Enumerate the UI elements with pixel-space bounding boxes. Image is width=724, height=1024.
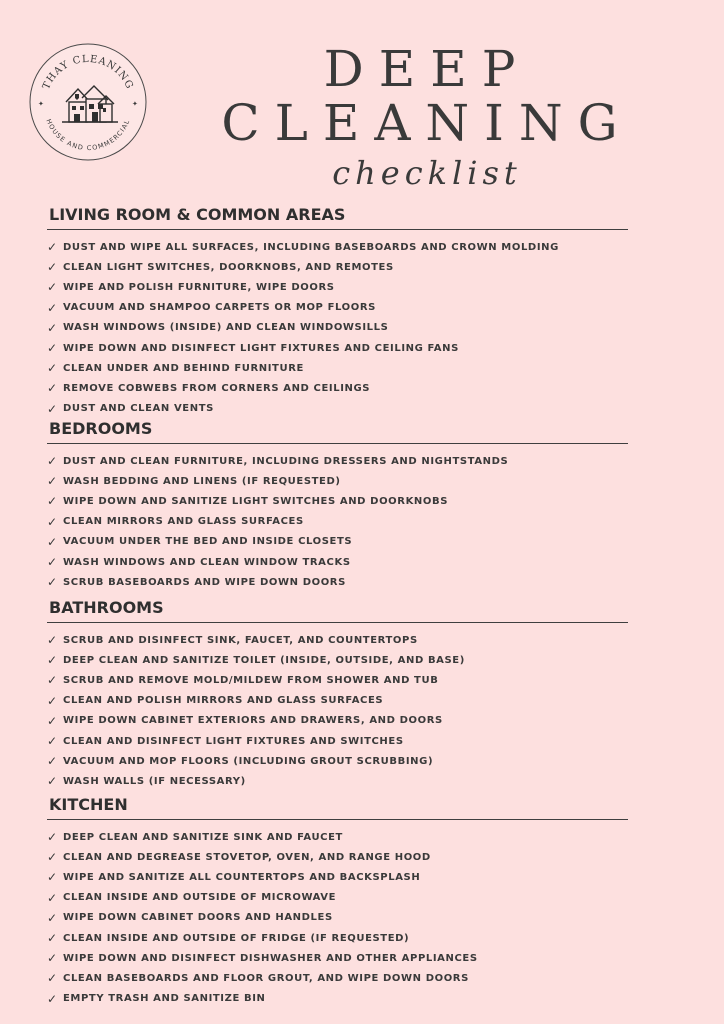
checklist-item: [47, 471, 628, 491]
checklist-item-text: WASH BEDDING AND LINENS (IF REQUESTED): [63, 475, 341, 487]
checkmark-icon: ✓: [47, 474, 58, 489]
checklist-item-text: WASH WINDOWS (INSIDE) AND CLEAN WINDOWSILLS: [63, 322, 389, 334]
page-title: [150, 42, 704, 192]
checklist-item: [47, 512, 628, 532]
checklist-item: [47, 888, 628, 908]
checklist-item-text: WIPE DOWN AND SANITIZE LIGHT SWITCHES AND DOORKNOBS: [63, 495, 449, 507]
section-bathrooms: [47, 598, 628, 792]
checkmark-icon: ✓: [47, 653, 58, 668]
checklist-item: [47, 358, 628, 378]
checklist-item-text: CLEAN AND DEGREASE STOVETOP, OVEN, AND RANGE HOOD: [63, 851, 431, 863]
checklist-item-text: DUST AND CLEAN FURNITURE, INCLUDING DRESSERS AND NIGHTSTANDS: [63, 455, 509, 467]
checkmark-icon: ✓: [47, 890, 58, 905]
section-bedrooms: [47, 419, 628, 592]
checklist-item-text: CLEAN INSIDE AND OUTSIDE OF FRIDGE (IF REQUESTED): [63, 932, 410, 944]
checklist-item-text: DUST AND CLEAN VENTS: [63, 403, 214, 415]
checkmark-icon: ✓: [47, 713, 58, 728]
checklist-item-text: VACUUM AND SHAMPOO CARPETS OR MOP FLOORS: [63, 302, 376, 314]
checkmark-icon: ✓: [47, 240, 58, 255]
title-line-1: DEEP: [323, 40, 531, 98]
checkmark-icon: ✓: [47, 555, 58, 570]
section-heading: LIVING ROOM & COMMON AREAS: [47, 205, 628, 230]
checkmark-icon: ✓: [47, 870, 58, 885]
checklist-item: [47, 827, 628, 847]
checklist-item: [47, 399, 628, 419]
company-logo: [28, 42, 148, 162]
checklist-item: [47, 968, 628, 988]
checkmark-icon: ✓: [47, 991, 58, 1006]
checkmark-icon: ✓: [47, 971, 58, 986]
checklist-item-text: CLEAN MIRRORS AND GLASS SURFACES: [63, 516, 304, 528]
checkmark-icon: ✓: [47, 260, 58, 275]
checkmark-icon: ✓: [47, 850, 58, 865]
checklist-item-text: VACUUM AND MOP FLOORS (INCLUDING GROUT SCRUBBING): [63, 755, 434, 767]
checklist-item: [47, 552, 628, 572]
checklist-item-text: WIPE AND SANITIZE ALL COUNTERTOPS AND BACKSPLASH: [63, 871, 421, 883]
checklist-item: [47, 771, 628, 791]
checkmark-icon: ✓: [47, 734, 58, 749]
checkmark-icon: ✓: [47, 300, 58, 315]
checklist-item: [47, 670, 628, 690]
svg-text:✦: ✦: [38, 100, 44, 108]
checkmark-icon: ✓: [47, 361, 58, 376]
checkmark-icon: ✓: [47, 754, 58, 769]
checklist-item-text: WASH WINDOWS AND CLEAN WINDOW TRACKS: [63, 556, 351, 568]
checklist-item: [47, 691, 628, 711]
checklist-item-text: REMOVE COBWEBS FROM CORNERS AND CEILINGS: [63, 382, 371, 394]
checklist-item: [47, 338, 628, 358]
checklist-item-text: SCRUB AND REMOVE MOLD/MILDEW FROM SHOWER AND TUB: [63, 674, 439, 686]
checklist-item-text: DUST AND WIPE ALL SURFACES, INCLUDING BASEBOARDS AND CROWN MOLDING: [63, 241, 559, 253]
checkmark-icon: ✓: [47, 341, 58, 356]
checklist-item: [47, 378, 628, 398]
checklist-item: [47, 650, 628, 670]
checklist-item: [47, 318, 628, 338]
checklist-item: [47, 908, 628, 928]
section-heading: BEDROOMS: [47, 419, 628, 444]
checklist-item-text: SCRUB AND DISINFECT SINK, FAUCET, AND COUNTERTOPS: [63, 634, 418, 646]
checkmark-icon: ✓: [47, 401, 58, 416]
checklist-item-text: VACUUM UNDER THE BED AND INSIDE CLOSETS: [63, 536, 353, 548]
checklist-item: [47, 731, 628, 751]
checkmark-icon: ✓: [47, 830, 58, 845]
checkmark-icon: ✓: [47, 931, 58, 946]
checklist-item-text: CLEAN UNDER AND BEHIND FURNITURE: [63, 362, 304, 374]
section-living-room: [47, 205, 628, 419]
checklist-item-text: WIPE DOWN CABINET EXTERIORS AND DRAWERS, AND DOORS: [63, 715, 443, 727]
checklist-item: [47, 237, 628, 257]
checklist-item: [47, 989, 628, 1009]
checklist: [47, 237, 628, 419]
checklist-item: [47, 257, 628, 277]
checklist-item-text: WASH WALLS (IF NECESSARY): [63, 775, 246, 787]
checkmark-icon: ✓: [47, 514, 58, 529]
checklist-item: [47, 928, 628, 948]
section-heading: BATHROOMS: [47, 598, 628, 623]
checklist-item-text: WIPE DOWN CABINET DOORS AND HANDLES: [63, 912, 333, 924]
checklist-item-text: DEEP CLEAN AND SANITIZE SINK AND FAUCET: [63, 831, 343, 843]
checkmark-icon: ✓: [47, 910, 58, 925]
checkmark-icon: ✓: [47, 575, 58, 590]
checklist-item: [47, 451, 628, 471]
checklist-item: [47, 532, 628, 552]
checklist-item: [47, 298, 628, 318]
logo-top-text: THAY CLEANING: [40, 53, 136, 92]
checklist-item: [47, 867, 628, 887]
checkmark-icon: ✓: [47, 951, 58, 966]
house-logo-icon: [28, 42, 148, 162]
section-kitchen: [47, 795, 628, 1009]
checklist-item-text: CLEAN LIGHT SWITCHES, DOORKNOBS, AND REMOTES: [63, 261, 394, 273]
checklist: [47, 827, 628, 1009]
checklist: [47, 630, 628, 792]
checklist: [47, 451, 628, 592]
checklist-item-text: WIPE AND POLISH FURNITURE, WIPE DOORS: [63, 281, 335, 293]
svg-text:✦: ✦: [132, 100, 138, 108]
checklist-item: [47, 847, 628, 867]
checklist-item-text: EMPTY TRASH AND SANITIZE BIN: [63, 993, 266, 1005]
checklist-item: [47, 948, 628, 968]
checklist-item-text: WIPE DOWN AND DISINFECT DISHWASHER AND OTHER APPLIANCES: [63, 952, 478, 964]
checklist-item-text: CLEAN AND DISINFECT LIGHT FIXTURES AND SWITCHES: [63, 735, 404, 747]
checkmark-icon: ✓: [47, 454, 58, 469]
checkmark-icon: ✓: [47, 320, 58, 335]
checklist-item: [47, 711, 628, 731]
checkmark-icon: ✓: [47, 494, 58, 509]
checkmark-icon: ✓: [47, 280, 58, 295]
logo-bottom-text: HOUSE AND COMMERCIAL: [44, 117, 132, 153]
checkmark-icon: ✓: [47, 534, 58, 549]
checklist-item-text: SCRUB BASEBOARDS AND WIPE DOWN DOORS: [63, 576, 346, 588]
checklist-item-text: DEEP CLEAN AND SANITIZE TOILET (INSIDE, OUTSIDE, AND BASE): [63, 654, 465, 666]
checklist-item-text: CLEAN INSIDE AND OUTSIDE OF MICROWAVE: [63, 892, 337, 904]
checklist-item-text: CLEAN AND POLISH MIRRORS AND GLASS SURFACES: [63, 695, 384, 707]
title-line-2: CLEANING: [221, 94, 633, 152]
checkmark-icon: ✓: [47, 381, 58, 396]
checkmark-icon: ✓: [47, 774, 58, 789]
checklist-item-text: WIPE DOWN AND DISINFECT LIGHT FIXTURES AND CEILING FANS: [63, 342, 459, 354]
checklist-item-text: CLEAN BASEBOARDS AND FLOOR GROUT, AND WIPE DOWN DOORS: [63, 972, 469, 984]
checklist-item: [47, 277, 628, 297]
checklist-item: [47, 491, 628, 511]
checkmark-icon: ✓: [47, 633, 58, 648]
checkmark-icon: ✓: [47, 673, 58, 688]
checklist-item: [47, 751, 628, 771]
section-heading: KITCHEN: [47, 795, 628, 820]
checklist-item: [47, 572, 628, 592]
checklist-item: [47, 630, 628, 650]
title-subtitle: checklist: [332, 154, 522, 192]
checkmark-icon: ✓: [47, 693, 58, 708]
